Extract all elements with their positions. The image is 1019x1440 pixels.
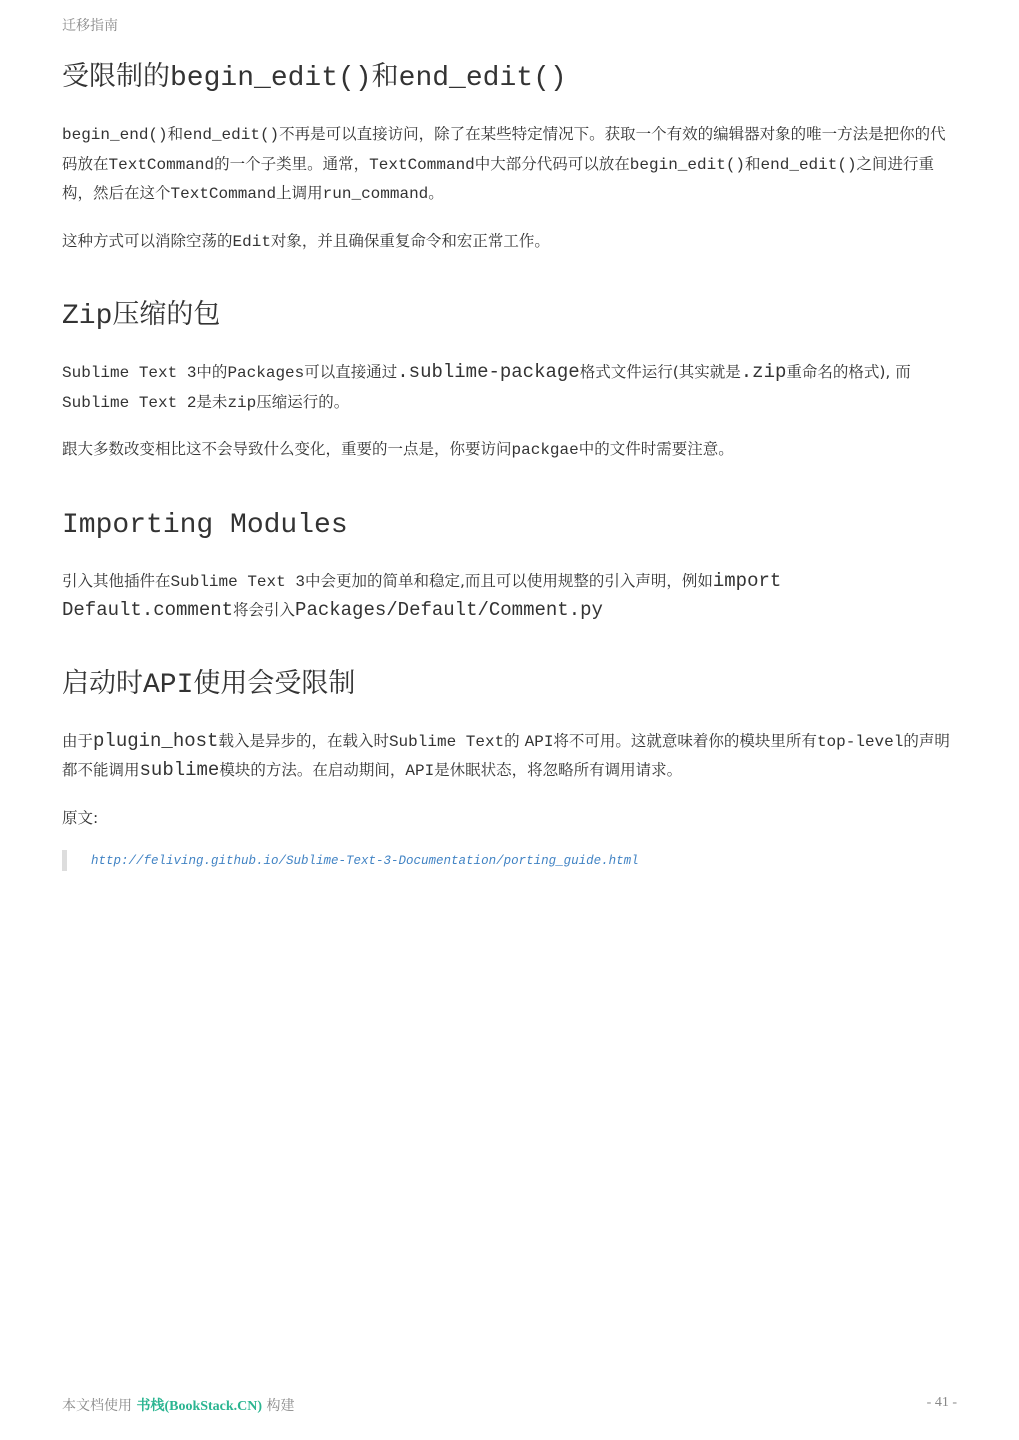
- page-number: - 41 -: [926, 1395, 957, 1410]
- source-label: 原文:: [62, 808, 99, 827]
- source-blockquote: [62, 850, 954, 871]
- section-heading-startup-api: 启动时API使用会受限制: [62, 667, 356, 701]
- paragraph-sublime-package: Sublime Text 3中的Packages可以直接通过.sublime-package格式文件运行(其实就是.zip重命名的格式), 而Sublime Text 2是未zip压缩运行的。: [62, 361, 911, 412]
- footer-credit: 本文档使用 书栈(BookStack.CN) 构建: [62, 1398, 295, 1414]
- running-header: 迁移指南: [62, 18, 118, 34]
- source-link[interactable]: http://feliving.github.io/Sublime-Text-3-Documentation/porting_guide.html: [91, 854, 639, 868]
- section-heading-importing-modules: Importing Modules: [62, 509, 348, 541]
- paragraph-edit-object: 这种方式可以消除空荡的Edit对象，并且确保重复命令和宏正常工作。: [62, 231, 550, 251]
- document-body: [62, 58, 954, 871]
- section-heading-zip-packages: Zip压缩的包: [62, 299, 221, 332]
- paragraph-begin-edit-explanation: begin_end()和end_edit()不再是可以直接访问，除了在某些特定情况下。获取一个有效的编辑器对象的唯一方法是把你的代码放在TextCommand的一个子类里。通常，TextCommand中大部分代码可以放在begin_edit()和end_edit()之间进行重构，然后在这个TextCommand上调用run_command。: [62, 125, 946, 203]
- bookstack-link[interactable]: 书栈(BookStack.CN): [136, 1399, 263, 1414]
- paragraph-startup-api: 由于plugin_host载入是异步的，在载入时Sublime Text的 API将不可用。这就意味着你的模块里所有top-level的声明都不能调用sublime模块的方法。在启动期间，API是休眠状态，将忽略所有调用请求。: [62, 729, 950, 781]
- page-footer: [62, 1395, 957, 1415]
- paragraph-importing: 引入其他插件在Sublime Text 3中会更加的简单和稳定,而且可以使用规整的引入声明，例如import Default.comment将会引入Packages/Default/Comment.py: [62, 569, 782, 621]
- paragraph-package-access: 跟大多数改变相比这不会导致什么变化，重要的一点是，你要访问packgae中的文件时需要注意。: [62, 440, 734, 459]
- section-heading-begin-edit: 受限制的begin_edit()和end_edit(): [62, 61, 567, 94]
